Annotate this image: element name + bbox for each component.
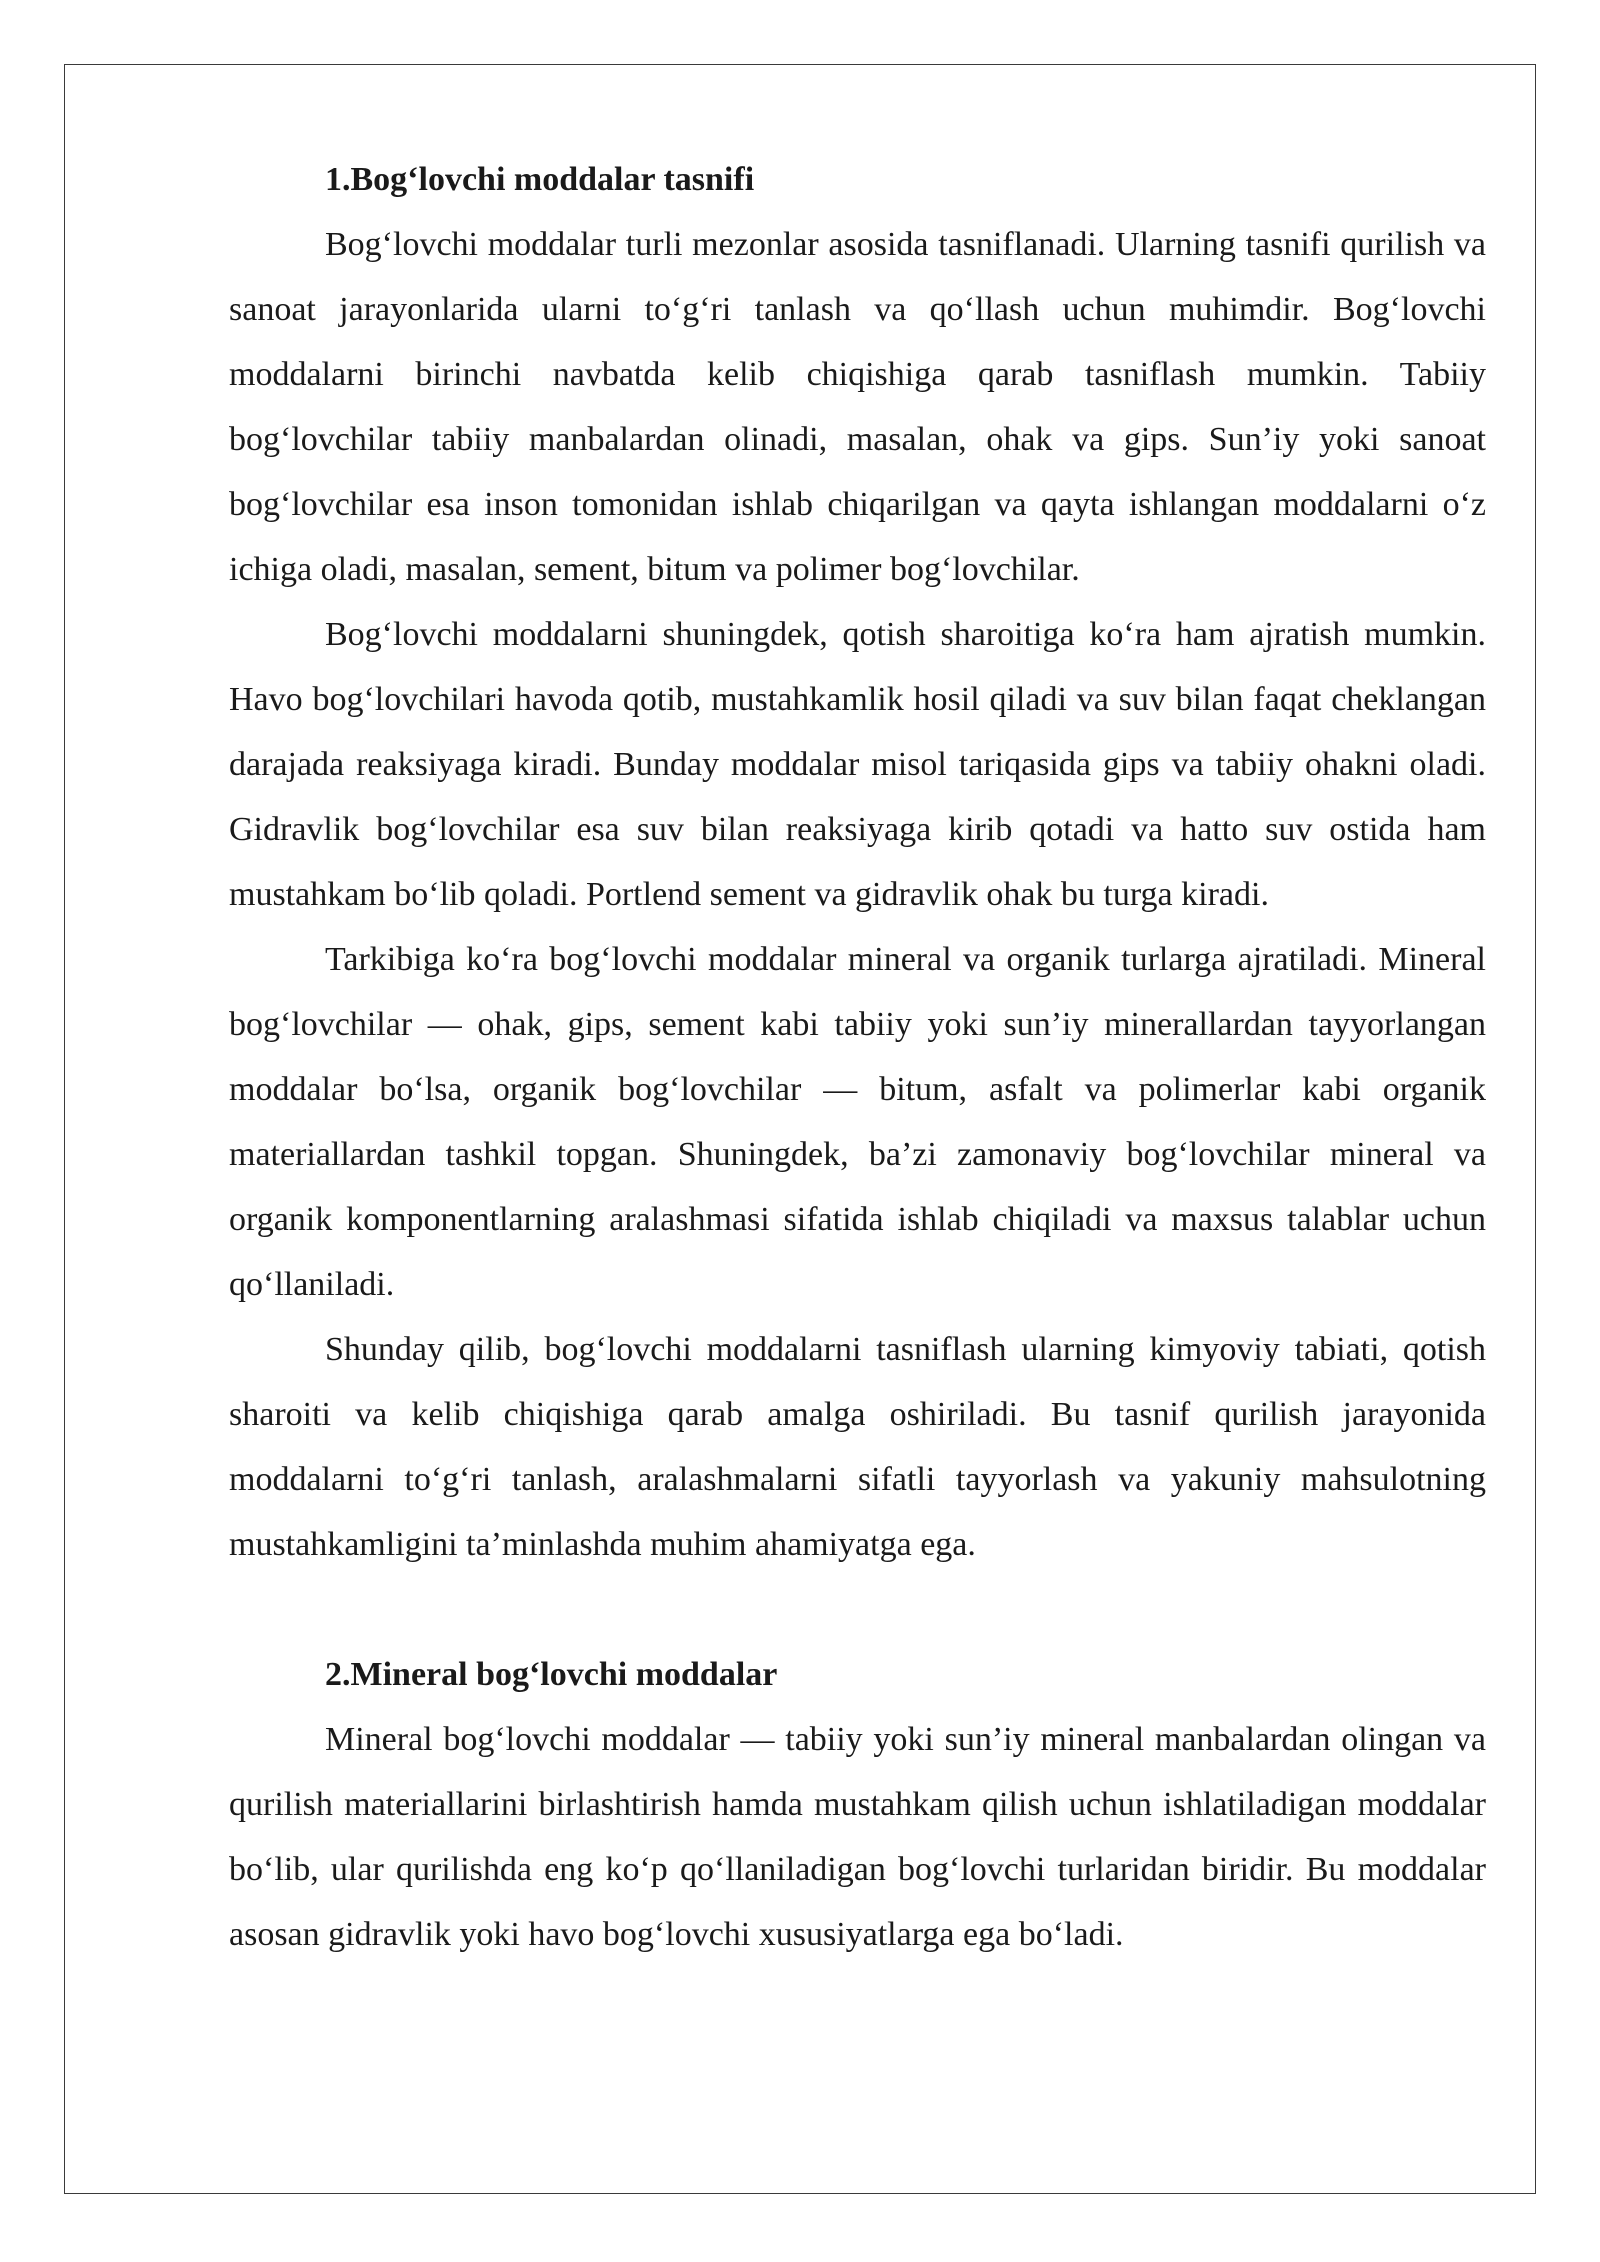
section-2-paragraph-1: Mineral bog‘lovchi moddalar — tabiiy yoki sun’iy mineral manbalardan olingan va qurilish materiallarini birlashtirish hamda mustahkam qilish uchun ishlatiladigan moddalar bo‘lib, ular qurilishda eng ko‘p qo‘llaniladigan bog‘lovchi turlaridan biridir. Bu moddalar asosan gidravlik yoki havo bog‘lovchi xususiyatlarga ega bo‘ladi. [229,1721,1486,1953]
section-1-paragraph-2: Bog‘lovchi moddalarni shuningdek, qotish sharoitiga ko‘ra ham ajratish mumkin. Havo bog‘lovchilari havoda qotib, mustahkamlik hosil qiladi va suv bilan faqat cheklangan darajada reaksiyaga kiradi. Bunday moddalar misol tariqasida gips va tabiiy ohakni oladi. Gidravlik bog‘lovchilar esa suv bilan reaksiyaga kirib qotadi va hatto suv ostida ham mustahkam bo‘lib qoladi. Portlend sement va gidravlik ohak bu turga kiradi. [229,616,1486,913]
section-1-paragraph-1: Bog‘lovchi moddalar turli mezonlar asosida tasniflanadi. Ularning tasnifi qurilish va sanoat jarayonlarida ularni to‘g‘ri tanlash va qo‘llash uchun muhimdir. Bog‘lovchi moddalarni birinchi navbatda kelib chiqishiga qarab tasniflash mumkin. Tabiiy bog‘lovchilar tabiiy manbalardan olinadi, masalan, ohak va gips. Sun’iy yoki sanoat bog‘lovchilar esa inson tomonidan ishlab chiqarilgan va qayta ishlangan moddalarni o‘z ichiga oladi, masalan, sement, bitum va polimer bog‘lovchilar. [229,226,1486,588]
section-2-heading: 2.Mineral bog‘lovchi moddalar [325,1656,778,1693]
section-spacer [229,1577,1486,1642]
section-1-heading: 1.Bog‘lovchi moddalar tasnifi [325,161,755,198]
section-1-paragraph-4: Shunday qilib, bog‘lovchi moddalarni tasniflash ularning kimyoviy tabiati, qotish sharoiti va kelib chiqishiga qarab amalga oshiriladi. Bu tasnif qurilish jarayonida moddalarni to‘g‘ri tanlash, aralashmalarni sifatli tayyorlash va yakuniy mahsulotning mustahkamligini ta’minlashda muhim ahamiyatga ega. [229,1331,1486,1563]
document-body [229,147,1486,1967]
section-1-paragraph-3: Tarkibiga ko‘ra bog‘lovchi moddalar mineral va organik turlarga ajratiladi. Mineral bog‘lovchilar — ohak, gips, sement kabi tabiiy yoki sun’iy minerallardan tayyorlangan moddalar bo‘lsa, organik bog‘lovchilar — bitum, asfalt va polimerlar kabi organik materiallardan tashkil topgan. Shuningdek, ba’zi zamonaviy bog‘lovchilar mineral va organik komponentlarning aralashmasi sifatida ishlab chiqiladi va maxsus talablar uchun qo‘llaniladi. [229,941,1486,1303]
